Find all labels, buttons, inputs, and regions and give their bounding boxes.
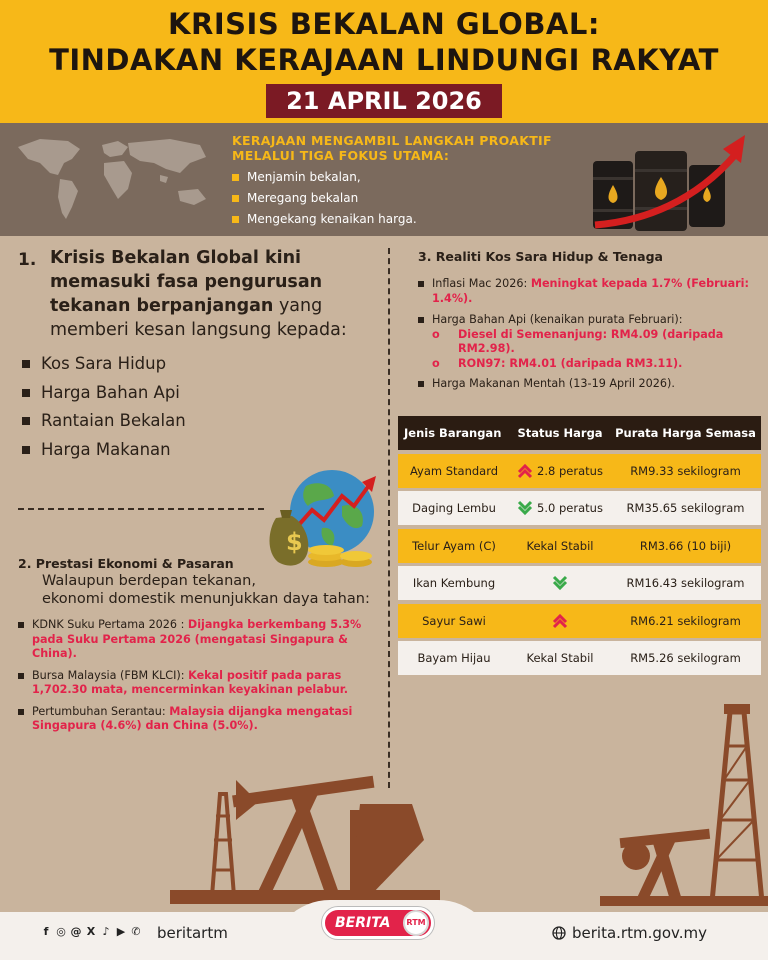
oil-barrels-icon: [585, 129, 755, 234]
impact-item: Kos Sara Hidup: [22, 350, 186, 379]
arrow-up-icon: [552, 613, 568, 629]
bullet-icon: [418, 317, 424, 323]
oil-field-illustration: [0, 690, 768, 920]
circle-bullet-icon: o: [432, 327, 440, 341]
price-status: [510, 539, 610, 553]
facebook-icon[interactable]: f: [43, 925, 49, 938]
x-icon[interactable]: X: [86, 925, 96, 938]
item-name: Daging Lembu: [412, 501, 496, 515]
food-price-table: [398, 416, 761, 675]
inflation-item: Inflasi Mac 2026: Meningkat kepada 1.7% (Februari: 1.4%).: [418, 277, 758, 306]
instagram-icon[interactable]: ◎: [56, 925, 66, 938]
impact-list: [22, 350, 186, 464]
price-status: [510, 575, 610, 591]
bullet-icon: [22, 446, 30, 454]
status-text: Kekal Stabil: [526, 651, 594, 665]
section-2: [18, 556, 388, 732]
fuel-item: Harga Bahan Api (kenaikan purata Februari):: [418, 313, 758, 328]
fuel-sub-item: o Diesel di Semenanjung: RM4.09 (daripada RM2.98).: [432, 327, 724, 355]
title-line-1: KRISIS BEKALAN GLOBAL:: [168, 7, 600, 41]
threads-icon[interactable]: @: [70, 925, 82, 938]
youtube-icon[interactable]: ▶: [116, 925, 126, 938]
bullet-icon: [22, 389, 30, 397]
table-row: [398, 491, 761, 525]
status-text: Kekal Stabil: [526, 538, 594, 553]
price-status: [510, 463, 610, 479]
arrow-down-icon: [552, 575, 568, 591]
focus-item: Mengekang kenaikan harga.: [232, 209, 417, 230]
social-handle[interactable]: beritartm: [157, 924, 228, 942]
tiktok-icon[interactable]: ♪: [102, 925, 110, 938]
average-price: RM6.21 sekilogram: [630, 613, 741, 628]
bullet-icon: [232, 216, 239, 223]
average-price: RM5.26 sekilogram: [630, 651, 741, 665]
date-badge: 21 APRIL 2026: [266, 84, 502, 118]
economy-item: Bursa Malaysia (FBM KLCI): Kekal positif pada paras 1,702.30 mata, mencerminkan keyakinan pelabur.: [18, 669, 388, 698]
table-header: [398, 416, 761, 450]
food-item: Harga Makanan Mentah (13-19 April 2026).: [418, 377, 758, 392]
bullet-icon: [22, 417, 30, 425]
globe-icon: [552, 926, 566, 940]
bullet-icon: [232, 174, 239, 181]
bullet-icon: [18, 673, 24, 679]
section-1-number: 1.: [18, 250, 37, 270]
average-price: RM3.66 (10 biji): [639, 538, 732, 553]
berita-rtm-logo: BERITA RTM: [322, 907, 434, 939]
impact-item: Rantaian Bekalan: [22, 407, 186, 436]
table-row: [398, 641, 761, 675]
column-header: Status Harga: [517, 426, 603, 440]
price-status: [510, 613, 610, 629]
bullet-icon: [232, 195, 239, 202]
section-2-sub-1: Walaupun berdepan tekanan,: [42, 573, 256, 589]
focus-item: Menjamin bekalan,: [232, 167, 417, 188]
table-row: [398, 454, 761, 488]
column-header: Jenis Barangan: [404, 426, 502, 440]
svg-text:$: $: [286, 528, 303, 556]
bullet-icon: [418, 381, 424, 387]
price-status: [510, 651, 610, 665]
column-header: Purata Harga Semasa: [615, 426, 756, 440]
price-status: [510, 500, 610, 516]
section-1-text: Krisis Bekalan Global kini memasuki fasa pengurusan tekanan berpanjangan yang memberi kesan langsung kepada:: [50, 248, 347, 340]
social-icons: [40, 926, 142, 938]
economy-item: Pertumbuhan Serantau: Malaysia dijangka mengatasi Singapura (4.6%) dan China (5.0%).: [18, 705, 388, 734]
table-row: [398, 566, 761, 600]
horizontal-divider: [18, 508, 264, 510]
item-name: Ikan Kembung: [412, 576, 496, 590]
focus-banner: [0, 123, 768, 236]
impact-item: Harga Makanan: [22, 436, 186, 465]
bullet-icon: [418, 281, 424, 287]
rtm-badge: RTM: [403, 910, 429, 936]
circle-bullet-icon: o: [432, 356, 440, 370]
item-name: Bayam Hijau: [417, 651, 491, 665]
average-price: RM16.43 sekilogram: [626, 576, 745, 590]
bullet-icon: [18, 622, 24, 628]
section-3: [418, 249, 758, 392]
section-2-heading: 2. Prestasi Ekonomi & Pasaran: [18, 556, 234, 571]
focus-list: [232, 167, 417, 230]
impact-item: Harga Bahan Api: [22, 379, 186, 408]
table-row: [398, 529, 761, 563]
website-link[interactable]: berita.rtm.gov.my: [552, 924, 707, 942]
whatsapp-icon[interactable]: ✆: [131, 925, 141, 938]
bullet-icon: [22, 360, 30, 368]
focus-item: Meregang bekalan: [232, 188, 417, 209]
world-map-icon: [10, 133, 220, 225]
fuel-sub-item: o RON97: RM4.01 (daripada RM3.11).: [432, 356, 683, 370]
economy-item: KDNK Suku Pertama 2026 : Dijangka berkembang 5.3% pada Suku Pertama 2026 (mengatasi Singapura & China).: [18, 618, 388, 662]
status-text: 5.0 peratus: [537, 501, 603, 515]
item-name: Sayur Sawi: [422, 613, 486, 628]
section-2-sub-2: ekonomi domestik menunjukkan daya tahan:: [42, 591, 370, 607]
table-row: [398, 604, 761, 638]
item-name: Telur Ayam (C): [412, 538, 496, 553]
average-price: RM9.33 sekilogram: [630, 463, 741, 478]
focus-title: KERAJAAN MENGAMBIL LANGKAH PROAKTIF MELALUI TIGA FOKUS UTAMA:: [232, 133, 552, 163]
header: [0, 0, 768, 123]
average-price: RM35.65 sekilogram: [626, 501, 745, 515]
title-line-2: TINDAKAN KERAJAAN LINDUNGI RAKYAT: [49, 43, 719, 77]
arrow-up-icon: [517, 463, 533, 479]
item-name: Ayam Standard: [409, 463, 499, 478]
arrow-down-icon: [517, 500, 533, 516]
section-3-heading: 3. Realiti Kos Sara Hidup & Tenaga: [418, 249, 663, 264]
status-text: 2.8 peratus: [537, 463, 603, 478]
